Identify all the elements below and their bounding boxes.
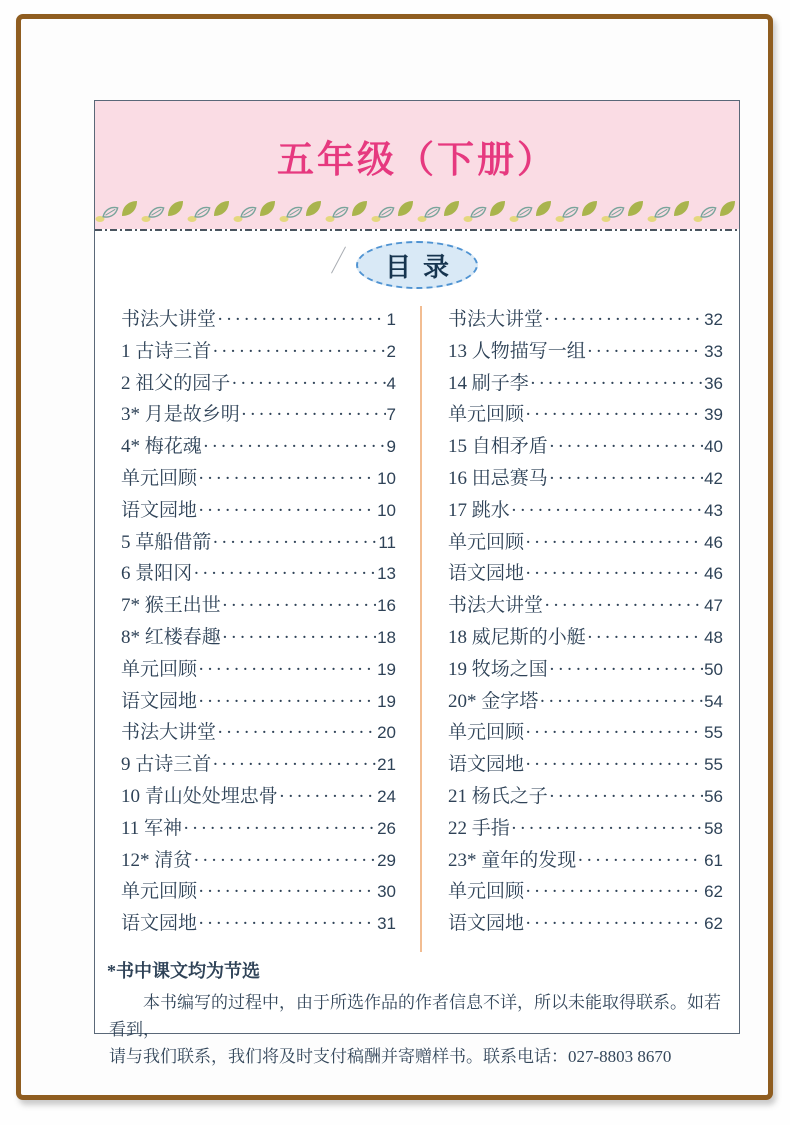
toc-entry-page: 19 <box>377 691 396 711</box>
toc-badge-label: 目录 <box>384 252 461 282</box>
toc-entry-page: 31 <box>377 914 396 934</box>
toc-entry-title: 5 草船借箭 <box>121 531 212 553</box>
toc-entry-page: 42 <box>704 468 723 488</box>
toc-entry <box>448 717 723 749</box>
dot-leader <box>212 749 376 782</box>
toc-entry-page: 19 <box>377 659 396 679</box>
toc-entry-title: 语文园地 <box>448 913 525 935</box>
dot-leader <box>231 368 385 401</box>
dot-leader <box>530 368 703 401</box>
toc-entry <box>121 749 396 781</box>
toc-entry <box>121 431 396 463</box>
toc-entry <box>121 590 396 622</box>
toc-entry-title: 单元回顾 <box>448 531 525 553</box>
toc-entry-title: 20* 金字塔 <box>448 690 539 712</box>
toc-entry-title: 单元回顾 <box>121 658 198 680</box>
content-panel <box>94 100 740 1066</box>
dot-leader <box>525 908 703 941</box>
toc-entry-title: 语文园地 <box>121 499 198 521</box>
toc-entry <box>121 527 396 559</box>
dot-leader <box>549 463 703 496</box>
toc-badge <box>356 241 478 289</box>
toc-entry-page: 50 <box>704 659 723 679</box>
dot-leader <box>217 304 386 337</box>
toc-entry-title: 4* 梅花魂 <box>121 436 202 458</box>
dot-leader <box>198 908 376 941</box>
toc-entry <box>121 463 396 495</box>
dot-leader <box>525 527 703 560</box>
toc-entry-title: 3* 月是故乡明 <box>121 404 240 426</box>
toc-entry-page: 18 <box>377 627 396 647</box>
toc-entry <box>121 876 396 908</box>
toc-entry <box>121 622 396 654</box>
toc-entry-title: 22 手指 <box>448 817 510 839</box>
dot-leader <box>544 590 703 623</box>
dot-leader <box>525 749 703 782</box>
toc-entry <box>448 876 723 908</box>
dot-leader <box>222 622 376 655</box>
dot-leader <box>525 876 703 909</box>
toc-entry-page: 47 <box>704 596 723 616</box>
toc-entry-page: 1 <box>386 310 396 329</box>
book-cover-frame <box>16 14 773 1100</box>
toc-entry-title: 书法大讲堂 <box>121 722 217 744</box>
toc-entry-title: 单元回顾 <box>448 881 525 903</box>
toc-entry-title: 12* 清贫 <box>121 849 193 871</box>
toc-entry-page: 32 <box>704 310 723 329</box>
dot-leader <box>241 399 386 432</box>
dot-leader <box>193 845 376 878</box>
toc-entry-title: 6 景阳冈 <box>121 563 193 585</box>
toc-entry-page: 16 <box>377 596 396 616</box>
dot-leader <box>198 495 376 528</box>
toc-entry <box>121 686 396 718</box>
toc-entry <box>448 558 723 590</box>
dot-leader <box>525 717 703 750</box>
publisher-notice-line1: 本书编写的过程中，由于所选作品的作者信息不详，所以未能取得联系。如若看到， <box>109 993 721 1039</box>
toc-entry-title: 语文园地 <box>121 690 198 712</box>
toc-entry-title: 19 牧场之国 <box>448 658 548 680</box>
toc-entry <box>448 590 723 622</box>
toc-entry-title: 语文园地 <box>448 563 525 585</box>
toc-entry <box>121 558 396 590</box>
toc-entry-page: 7 <box>386 405 396 425</box>
toc-entry-page: 55 <box>704 755 723 775</box>
toc-entry-page: 54 <box>704 691 723 711</box>
dot-leader <box>511 813 703 846</box>
dot-leader <box>193 558 376 591</box>
toc-entry-title: 13 人物描写一组 <box>448 340 586 362</box>
toc-entry-page: 40 <box>704 437 723 457</box>
toc-entry <box>448 686 723 718</box>
toc-entry-page: 46 <box>704 564 723 584</box>
publisher-notice-line2: 请与我们联系，我们将及时支付稿酬并寄赠样书。联系电话：027-8803 8670 <box>109 1047 672 1066</box>
dot-leader <box>587 622 703 655</box>
toc-entry-page: 20 <box>377 723 396 743</box>
toc-entry <box>121 781 396 813</box>
toc-entry-page: 46 <box>704 532 723 552</box>
dot-leader <box>525 558 703 591</box>
toc-entry-page: 58 <box>704 818 723 838</box>
dot-leader <box>511 495 703 528</box>
toc-entry-title: 15 自相矛盾 <box>448 436 548 458</box>
toc-entry <box>448 845 723 877</box>
toc-entry-page: 56 <box>704 786 723 806</box>
toc-entry <box>448 431 723 463</box>
toc-entry <box>448 749 723 781</box>
toc-entry <box>448 304 723 336</box>
dot-leader <box>217 717 376 750</box>
toc-entry <box>121 368 396 400</box>
toc-entry-page: 43 <box>704 500 723 520</box>
toc-entry <box>448 336 723 368</box>
dot-leader <box>198 876 376 909</box>
toc-entry-title: 18 威尼斯的小艇 <box>448 626 586 648</box>
dot-leader <box>549 654 703 687</box>
toc-entry-page: 29 <box>377 850 396 870</box>
toc-entry <box>121 908 396 940</box>
toc-entry-title: 单元回顾 <box>121 467 198 489</box>
toc-entry <box>448 463 723 495</box>
toc-entry-title: 16 田忌赛马 <box>448 467 548 489</box>
pen-stroke-decoration <box>331 247 346 274</box>
toc-entry <box>121 717 396 749</box>
toc-entry <box>448 399 723 431</box>
toc-entry-page: 11 <box>378 532 396 552</box>
toc-entry-title: 单元回顾 <box>448 404 525 426</box>
dot-leader <box>203 431 386 464</box>
toc-left-column <box>121 304 396 952</box>
toc-entry-page: 21 <box>377 755 396 775</box>
excerpt-footnote: *书中课文均为节选 <box>107 961 260 981</box>
toc-entry-page: 61 <box>704 850 723 870</box>
toc-entry-title: 1 古诗三首 <box>121 340 212 362</box>
toc-entry-page: 10 <box>377 500 396 520</box>
toc-entry <box>448 527 723 559</box>
toc-entry-title: 23* 童年的发现 <box>448 849 577 871</box>
toc-entry-page: 2 <box>386 341 396 361</box>
leaf-border-decoration <box>95 197 739 227</box>
toc-entry-page: 33 <box>704 341 723 361</box>
dot-leader <box>539 686 703 719</box>
toc-entry-title: 单元回顾 <box>121 881 198 903</box>
toc-entry-page: 62 <box>704 914 723 934</box>
dot-leader <box>198 463 376 496</box>
dot-leader <box>544 304 703 337</box>
toc-entry-page: 10 <box>377 468 396 488</box>
toc-entry-page: 55 <box>704 723 723 743</box>
toc-entry-title: 14 刷子李 <box>448 372 529 394</box>
dot-leader <box>222 590 376 623</box>
toc-entry-page: 9 <box>386 437 396 457</box>
dot-leader <box>525 399 703 432</box>
toc-badge-area <box>95 231 739 291</box>
toc-entry-title: 17 跳水 <box>448 499 510 521</box>
toc-entry-title: 2 祖父的园子 <box>121 372 231 394</box>
toc-entry <box>448 908 723 940</box>
toc-entry <box>448 495 723 527</box>
toc-entry-page: 4 <box>386 373 396 393</box>
toc-entry-title: 书法大讲堂 <box>121 309 217 330</box>
toc-entry <box>121 495 396 527</box>
toc-entry-title: 9 古诗三首 <box>121 754 212 776</box>
dot-leader <box>183 813 376 846</box>
dot-leader <box>279 781 376 814</box>
toc-entry-title: 8* 红楼春趣 <box>121 626 221 648</box>
dot-leader <box>198 686 376 719</box>
dot-leader <box>212 336 385 369</box>
toc-entry-page: 48 <box>704 627 723 647</box>
toc-entry-title: 10 青山处处埋忠骨 <box>121 785 278 807</box>
toc-entry <box>448 622 723 654</box>
publisher-notice <box>95 989 739 1070</box>
dot-leader <box>577 845 703 878</box>
toc-entry <box>121 654 396 686</box>
column-divider <box>420 306 422 952</box>
toc-entry <box>121 399 396 431</box>
toc-entry-page: 24 <box>377 786 396 806</box>
toc-entry <box>448 781 723 813</box>
toc-entry-title: 7* 猴王出世 <box>121 595 221 617</box>
toc-entry-page: 36 <box>704 373 723 393</box>
toc-entry-page: 13 <box>377 564 396 584</box>
toc-entry-title: 语文园地 <box>121 913 198 935</box>
toc-entry-title: 书法大讲堂 <box>448 595 544 617</box>
dot-leader <box>198 654 376 687</box>
toc-entry <box>121 336 396 368</box>
toc-entry <box>121 845 396 877</box>
toc-entry <box>121 813 396 845</box>
toc-right-column <box>448 304 723 952</box>
dot-leader <box>212 527 377 560</box>
toc-entry <box>448 654 723 686</box>
dot-leader <box>549 781 703 814</box>
toc-entry-title: 21 杨氏之子 <box>448 785 548 807</box>
toc-entry-title: 单元回顾 <box>448 722 525 744</box>
toc-entry-title: 书法大讲堂 <box>448 309 544 330</box>
toc-columns <box>95 304 739 952</box>
toc-entry <box>448 368 723 400</box>
toc-entry <box>448 813 723 845</box>
toc-entry-title: 语文园地 <box>448 754 525 776</box>
toc-entry-title: 11 军神 <box>121 817 183 839</box>
toc-entry <box>121 304 396 336</box>
grade-banner <box>95 101 739 229</box>
toc-entry-page: 39 <box>704 405 723 425</box>
toc-entry-page: 30 <box>377 882 396 902</box>
toc-entry-page: 26 <box>377 818 396 838</box>
dot-leader <box>587 336 703 369</box>
toc-entry-page: 62 <box>704 882 723 902</box>
dot-leader <box>549 431 703 464</box>
page-title: 五年级（下册） <box>277 140 557 181</box>
